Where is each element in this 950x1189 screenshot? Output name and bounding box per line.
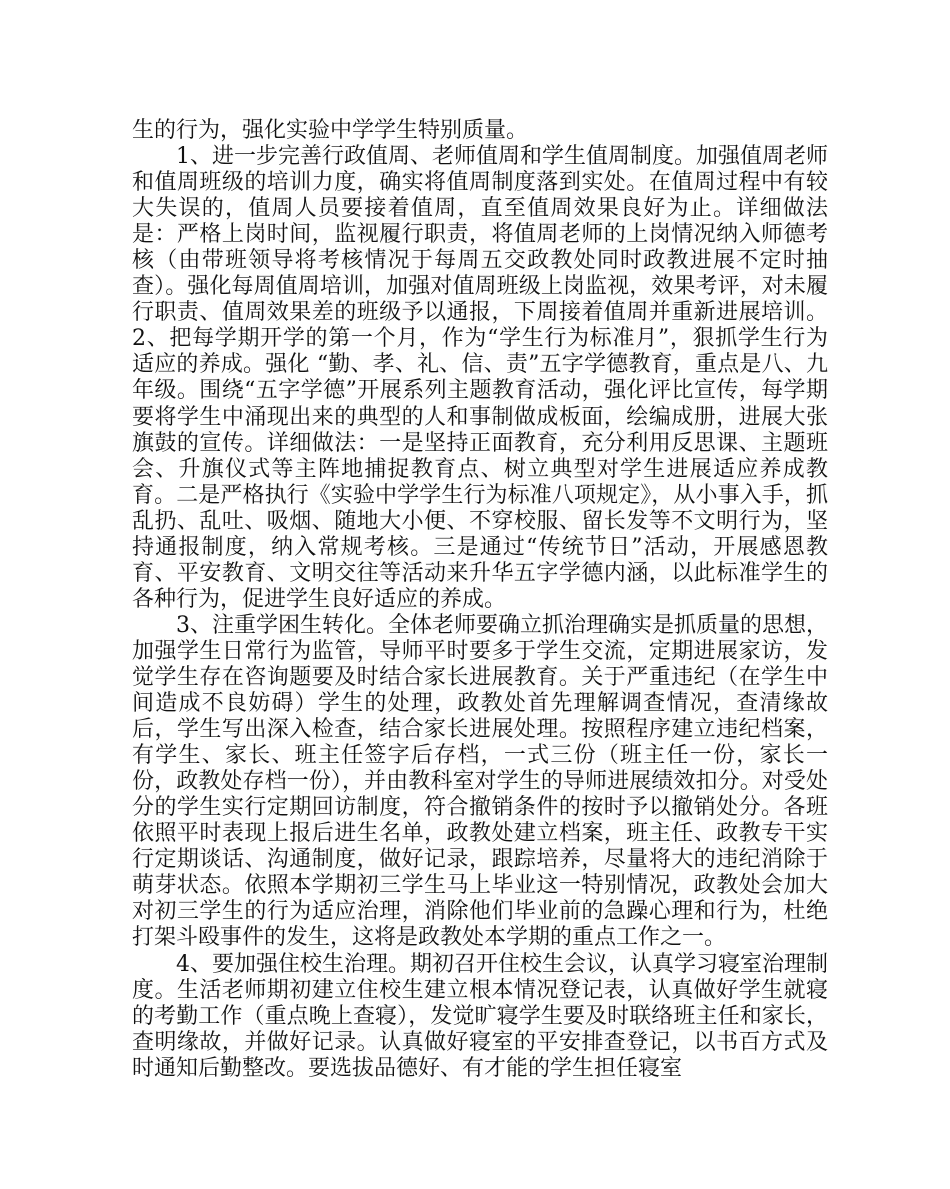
paragraph-item-1-2: 1、进一步完善行政值周、老师值周和学生值周制度。加强值周老师和值周班级的培训力度，确实将值周制度落到实处。在值周过程中有较大失误的，值周人员要接着值周，直至值周效果良好为止。详细做法是：严格上岗时间，监视履行职责，将值周老师的上岗情况纳入师德考核（由带班领导将考核情况于每周五交政教处同时政教进展不定时抽查）。强化每周值周培训，加强对值周班级上岗监视，效果考评，对未履行职责、值周效果差的班级予以通报，下周接着值周并重新进展培训。2、把每学期开学的第一个月，作为“学生行为标准月”，狠抓学生行为适应的养成。强化 “勤、孝、礼、信、责”五字学德教育，重点是八、九年级。围绕“五字学德”开展系列主题教育活动，强化评比宣传，每学期要将学生中涌现出来的典型的人和事制做成板面，绘编成册，进展大张旗鼓的宣传。详细做法：一是坚持正面教育，充分利用反思课、主题班会、升旗仪式等主阵地捕捉教育点、树立典型对学生进展适应养成教育。二是严格执行《实验中学学生行为标准八项规定》，从小事入手，抓乱扔、乱吐、吸烟、随地大小便、不穿校服、留长发等不文明行为，坚持通报制度，纳入常规考核。三是通过“传统节日”活动，开展感恩教育、平安教育、文明交往等活动来升华五字学德内涵，以此标准学生的各种行为，促进学生良好适应的养成。 — [132, 144, 828, 612]
paragraph-item-3: 3、注重学困生转化。全体老师要确立抓治理确实是抓质量的思想，加强学生日常行为监管，导师平时要多于学生交流，定期进展家访，发觉学生存在咨询题要及时结合家长进展教育。关于严重违纪（在学生中间造成不良妨碍）学生的处理，政教处首先理解调查情况，查清缘故后，学生写出深入检查，结合家长进展处理。按照程序建立违纪档案，有学生、家长、班主任签字后存档，一式三份（班主任一份，家长一份，政教处存档一份），并由教科室对学生的导师进展绩效扣分。对受处分的学生实行定期回访制度，符合撤销条件的按时予以撤销处分。各班依照平时表现上报后进生名单，政教处建立档案，班主任、政教专干实行定期谈话、沟通制度，做好记录，跟踪培养，尽量将大的违纪消除于萌芽状态。依照本学期初三学生马上毕业这一特别情况，政教处会加大对初三学生的行为适应治理，消除他们毕业前的急躁心理和行为，杜绝打架斗殴事件的发生，这将是政教处本学期的重点工作之一。 — [132, 612, 828, 951]
document-body — [132, 118, 828, 1082]
paragraph-continuation: 生的行为，强化实验中学学生特别质量。 — [132, 118, 529, 143]
paragraph-item-4: 4、要加强住校生治理。期初召开住校生会议，认真学习寝室治理制度。生活老师期初建立住校生建立根本情况登记表，认真做好学生就寝的考勤工作（重点晚上查寝），发觉旷寝学生要及时联络班主任和家长，查明缘故，并做好记录。认真做好寝室的平安排查登记，以书百方式及时通知后勤整改。要选拔品德好、有才能的学生担任寝室 — [132, 951, 828, 1081]
